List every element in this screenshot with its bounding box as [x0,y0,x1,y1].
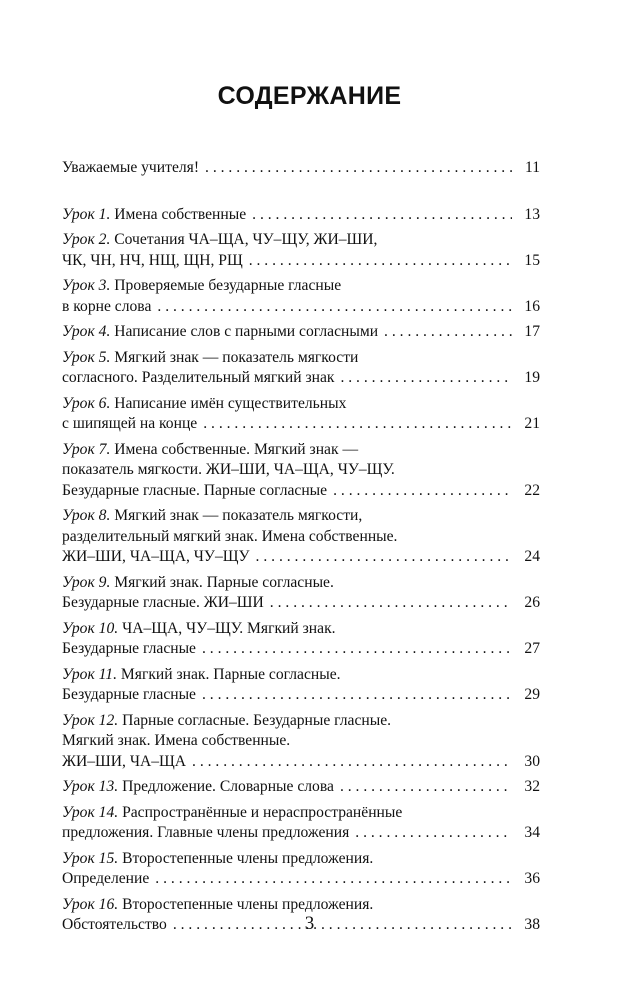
toc-line [62,205,540,226]
page-title: СОДЕРЖАНИЕ [217,82,402,110]
toc-entry-text-wrap [62,297,151,318]
lesson-label: Урок 1. [62,205,111,223]
toc-entry-text: ЧК, ЧН, НЧ, НЩ, ЩН, РЩ [62,251,243,269]
dot-leader [192,752,512,773]
toc-entry [62,276,540,317]
dot-leader [249,251,512,272]
toc-entry [62,777,540,798]
toc-entry-text: Парные согласные. Безударные гласные. [122,711,392,729]
toc-entry [62,849,540,890]
toc-entry [62,348,540,389]
toc-entry-text: Второстепенные члены предложения. [122,895,374,913]
toc-page-number: 19 [524,369,540,386]
toc-entry [62,394,540,435]
dot-leader [203,414,512,435]
toc-entry-text-wrap [62,368,334,389]
toc-entry-text-wrap [62,593,264,614]
toc-entry-text: Уважаемые учителя! [62,159,200,176]
lesson-label: Урок 3. [62,277,111,294]
lesson-label: Урок 10. [62,619,119,637]
toc-entry-text: Написание слов с парными согласными [114,323,379,340]
toc-entry-text: ЧА–ЩА, ЧУ–ЩУ. Мягкий знак. [122,619,336,637]
toc-entry [62,440,540,502]
toc-entry-text-wrap [62,322,378,343]
toc-entry-intro [62,158,540,179]
toc-entry [62,506,540,568]
lesson-label: Урок 7. [62,440,111,458]
toc-entry-text-wrap [62,547,250,568]
dot-leader [340,368,512,389]
toc-entry-text: с шипящей на конце [62,415,198,432]
toc-entry-text: Мягкий знак. Парные согласные. [114,573,334,591]
toc-entry-text-wrap [62,685,196,706]
dot-leader [155,869,512,890]
toc-entry-text: Безударные гласные. Парные согласные [62,481,328,499]
toc-line [62,665,540,686]
toc-page-number: 13 [524,205,540,223]
toc-line [62,527,540,548]
toc-entry [62,205,540,226]
toc-entry-text: в корне слова [62,297,152,315]
toc-entry [62,711,540,773]
toc-page-number: 22 [524,481,540,499]
toc-entry-text: согласного. Разделительный мягкий знак [62,369,335,386]
toc-line [62,506,540,527]
toc-entry [62,322,540,343]
dot-leader [340,777,512,798]
toc-line [62,297,540,318]
toc-line [62,803,540,824]
toc-entry-text: Имена собственные. Мягкий знак — [114,440,359,458]
toc-entry-text: Мягкий знак — показатель мягкости, [114,507,363,524]
lesson-label: Урок 9. [62,573,111,591]
table-of-contents [62,158,540,941]
toc-entry-text: Мягкий знак — показатель мягкости [114,348,359,366]
toc-page-number: 17 [524,323,540,340]
toc-line [62,322,540,343]
dot-leader [256,547,512,568]
toc-entry-text: Мягкий знак. Парные согласные. [120,665,341,683]
toc-entry [62,230,540,271]
toc-line [62,823,540,844]
toc-line [62,368,540,389]
lesson-label: Урок 14. [62,803,119,821]
toc-entry-text: Определение [62,870,150,887]
toc-entry-text-wrap [62,752,186,773]
dot-leader [205,158,512,179]
toc-entry [62,803,540,844]
toc-line [62,230,540,251]
toc-page-number: 34 [524,824,540,841]
toc-line [62,573,540,594]
lesson-label: Урок 16. [62,895,119,913]
toc-entry-text: разделительный мягкий знак. Имена собственные. [62,527,398,545]
toc-page-number: 26 [524,594,540,611]
toc-line [62,481,540,502]
toc-page-number: 15 [524,251,540,269]
toc-entry-text: Проверяемые безударные гласные [114,277,342,294]
dot-leader [252,205,512,226]
dot-leader [157,297,512,318]
dot-leader [202,685,512,706]
dot-leader [333,481,512,502]
toc-entry-text-wrap [62,481,327,502]
toc-page-number: 11 [524,159,540,176]
toc-entry-text: Сочетания ЧА–ЩА, ЧУ–ЩУ, ЖИ–ШИ, [114,231,378,248]
toc-entry-text-wrap [62,777,334,798]
toc-entry-text: показатель мягкости. ЖИ–ШИ, ЧА–ЩА, ЧУ–ЩУ. [62,461,395,478]
toc-entry-text-wrap [62,205,246,226]
toc-page-number: 36 [524,870,540,887]
toc-entry-text-wrap [62,639,196,660]
toc-page-number: 29 [524,686,540,703]
toc-line [62,276,540,297]
lesson-label: Урок 13. [62,778,119,795]
toc-line [62,394,540,415]
toc-line [62,711,540,732]
toc-entry-text-wrap [62,869,149,890]
toc-entry-text: Второстепенные члены предложения. [122,849,374,867]
toc-line [62,547,540,568]
toc-entry [62,619,540,660]
toc-page-number: 16 [524,297,540,315]
toc-page-number: 30 [524,752,540,770]
dot-leader [384,322,512,343]
toc-entry-text: Обстоятельство [62,916,167,933]
toc-entry-text: ЖИ–ШИ, ЧА–ЩА, ЧУ–ЩУ [62,548,250,565]
lesson-label: Урок 8. [62,507,111,524]
dot-leader [355,823,512,844]
toc-page-number: 27 [524,640,540,657]
lesson-label: Урок 5. [62,348,111,366]
toc-line [62,849,540,870]
toc-line [62,348,540,369]
toc-line [62,731,540,752]
lesson-label: Урок 6. [62,394,111,412]
toc-line [62,414,540,435]
toc-line [62,895,540,916]
toc-entry-text: Имена собственные [114,205,247,223]
dot-leader [202,639,512,660]
toc-line [62,777,540,798]
toc-entry-text: Безударные гласные [62,686,196,703]
toc-line [62,685,540,706]
toc-entry-text-wrap [62,414,197,435]
dot-leader [270,593,512,614]
toc-page-number: 24 [524,548,540,565]
toc-line [62,440,540,461]
toc-entry-text: Распространённые и нераспространённые [122,803,403,821]
toc-page-number: 32 [524,778,540,795]
toc-line [62,869,540,890]
lesson-label: Урок 2. [62,231,111,248]
toc-entry-text: Мягкий знак. Имена собственные. [62,732,291,749]
toc-entry-text: ЖИ–ШИ, ЧА–ЩА [62,752,187,770]
toc-entry-text: предложения. Главные члены предложения [62,824,350,841]
toc-page-number: 38 [524,916,540,933]
toc-line [62,251,540,272]
toc-entry-text-wrap [62,251,243,272]
toc-line [62,460,540,481]
toc-line [62,639,540,660]
toc-entry [62,573,540,614]
toc-entry-text-wrap [62,823,349,844]
lesson-label: Урок 12. [62,711,119,729]
lesson-label: Урок 15. [62,849,119,867]
toc-line [62,752,540,773]
toc-entry-text: Безударные гласные [62,640,196,657]
toc-line [62,158,540,179]
toc-line [62,593,540,614]
lesson-label: Урок 11. [62,665,117,683]
toc-entry-text: Безударные гласные. ЖИ–ШИ [62,594,264,611]
toc-line [62,619,540,640]
toc-page-number: 21 [524,415,540,432]
toc-entry-text: Написание имён существительных [114,394,347,412]
toc-entry [62,665,540,706]
page-number: 3 [304,913,315,934]
toc-entry-text: Предложение. Словарные слова [122,778,334,795]
lesson-label: Урок 4. [62,323,111,340]
